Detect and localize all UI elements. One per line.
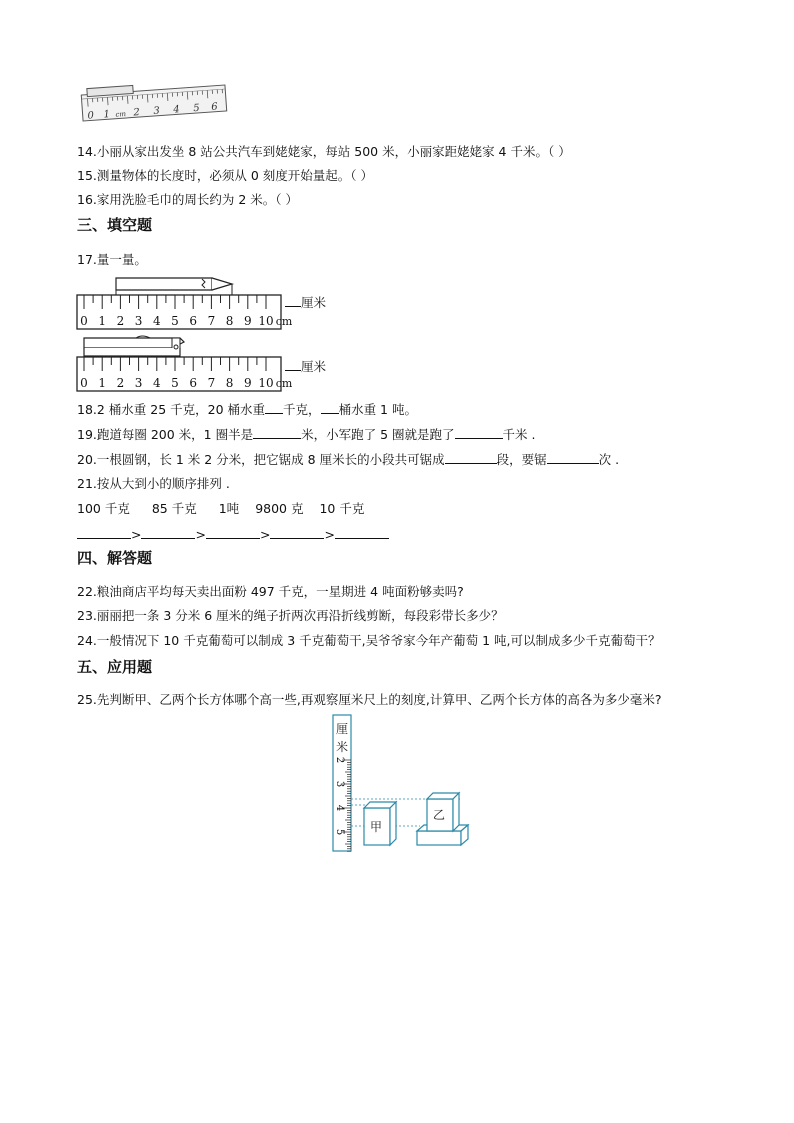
q21-blank[interactable] bbox=[141, 526, 195, 539]
greater-than-sign: > bbox=[131, 527, 142, 542]
unit-label: 厘米 bbox=[301, 295, 327, 310]
q20-text bbox=[77, 451, 619, 468]
q16-text: 16.家用洗脸毛巾的周长约为 2 米。（ ） bbox=[77, 192, 299, 207]
q25-figure bbox=[330, 713, 475, 855]
ruler-tick-label: 10 bbox=[258, 376, 274, 390]
ruler-tick-label: 0 bbox=[80, 376, 88, 390]
q21-items bbox=[77, 501, 364, 517]
q24-text: 24.一般情况下 10 千克葡萄可以制成 3 千克葡萄干,吴爷爷家今年产葡萄 1 吨,可以制成多少千克葡萄干？ bbox=[77, 633, 661, 648]
q21-item: 10 千克 bbox=[319, 501, 365, 516]
greater-than-sign: > bbox=[259, 527, 271, 542]
q18-part-b: 千克， bbox=[283, 402, 321, 417]
ruler-tick-label: cm bbox=[115, 109, 127, 119]
q21-item: 85 千克 bbox=[151, 501, 197, 516]
ruler-tick bbox=[207, 90, 208, 98]
ruler-tick-label: 6 bbox=[210, 101, 219, 114]
ruler-tick-label: 0 bbox=[80, 314, 88, 328]
ruler-tick-label: 6 bbox=[189, 314, 198, 328]
q20-part-b: 段，要锯 bbox=[496, 452, 547, 467]
ruler-tick bbox=[187, 92, 188, 100]
ruler-unit-label: cm bbox=[275, 315, 293, 328]
q21-blank[interactable] bbox=[206, 526, 260, 539]
greater-than-sign: > bbox=[195, 527, 206, 542]
ruler-tick-label: 3 bbox=[134, 376, 143, 390]
box-yi bbox=[427, 793, 459, 831]
ruler-tick-label: 4 bbox=[152, 376, 161, 390]
q19-blank-1[interactable] bbox=[253, 426, 301, 439]
ruler-tick-label: 5 bbox=[192, 102, 201, 115]
ruler-tick-label: 1 bbox=[98, 314, 107, 328]
ruler-tick bbox=[147, 94, 148, 102]
ruler-tick bbox=[88, 99, 89, 107]
ruler-tick-label: 3 bbox=[134, 314, 143, 328]
q21-item: 1吨 bbox=[218, 501, 240, 516]
ruler-tick-label: 5 bbox=[171, 314, 179, 328]
section5-heading: 五、应用题 bbox=[77, 658, 153, 676]
q14-text: 14.小丽从家出发坐 8 站公共汽车到姥姥家，每站 500 米，小丽家距姥姥家 4 千米。（ ） bbox=[77, 144, 571, 159]
ruler-2 bbox=[77, 357, 293, 391]
q20-blank-2[interactable] bbox=[547, 451, 599, 464]
box-yi-label: 乙 bbox=[433, 808, 446, 822]
ruler-tick-label: 2 bbox=[116, 376, 125, 390]
ruler-tick-label: 2 bbox=[116, 314, 125, 328]
box-jia bbox=[364, 802, 396, 845]
section4-heading: 四、解答题 bbox=[77, 549, 153, 567]
ruler-tick-label: 0 bbox=[87, 110, 95, 122]
ruler-unit-label: cm bbox=[275, 377, 293, 390]
q25-ruler-label-2: 米 bbox=[336, 740, 349, 754]
q19-text bbox=[77, 426, 535, 443]
q18-text bbox=[77, 401, 417, 418]
q21-blank[interactable] bbox=[335, 526, 389, 539]
q20-part-a: 20.一根圆钢，长 1 米 2 分米，把它锯成 8 厘米长的小段共可锯成 bbox=[77, 452, 445, 467]
q18-blank-1[interactable] bbox=[265, 401, 283, 414]
ruler-tick-label: 3 bbox=[153, 105, 161, 118]
q19-part-a: 19.跑道每圈 200 米，1 圈半是 bbox=[77, 427, 254, 442]
ruler-tick-label: 2 bbox=[133, 107, 141, 119]
ruler-tick-label: 8 bbox=[225, 314, 234, 328]
answer-blank[interactable] bbox=[285, 294, 301, 307]
ruler-tick bbox=[127, 96, 128, 104]
q19-part-c: 千米 . bbox=[502, 427, 536, 442]
ruler-tick-label: 10 bbox=[258, 314, 274, 328]
q20-blank-1[interactable] bbox=[445, 451, 497, 464]
q18-blank-2[interactable] bbox=[321, 401, 339, 414]
q21-answer-row bbox=[77, 526, 389, 543]
ruler-tick-label: 4 bbox=[334, 804, 345, 812]
ruler-tick bbox=[107, 97, 108, 105]
ruler-tick-label: 1 bbox=[98, 376, 107, 390]
q19-part-b: 米，小军跑了 5 圈就是跑了 bbox=[301, 427, 455, 442]
q21-text: 21.按从大到小的顺序排列 . bbox=[77, 476, 230, 491]
ruler-tick-label: 5 bbox=[171, 376, 179, 390]
pencil-icon bbox=[116, 278, 232, 295]
box-jia-label: 甲 bbox=[370, 820, 383, 834]
q13-ruler-figure bbox=[78, 78, 230, 128]
q21-item: 9800 克 bbox=[255, 501, 304, 516]
q15-text: 15.测量物体的长度时，必须从 0 刻度开始量起。（ ） bbox=[77, 168, 374, 183]
q17-answer-1[interactable] bbox=[285, 294, 326, 311]
q23-text: 23.丽丽把一条 3 分米 6 厘米的绳子折两次再沿折线剪断，每段彩带长多少？ bbox=[77, 608, 504, 623]
q17-knife-ruler bbox=[76, 334, 293, 392]
ruler-tick-label: 8 bbox=[225, 376, 234, 390]
ruler-tick-label: 3 bbox=[334, 780, 345, 788]
q18-part-c: 桶水重 1 吨。 bbox=[338, 402, 417, 417]
ruler-tick bbox=[167, 93, 168, 101]
answer-blank[interactable] bbox=[285, 358, 301, 371]
q21-item: 100 千克 bbox=[77, 501, 130, 516]
greater-than-sign: > bbox=[324, 527, 335, 542]
q17-pencil-ruler bbox=[76, 268, 293, 332]
q21-blank[interactable] bbox=[77, 526, 131, 539]
ruler-1 bbox=[77, 295, 293, 329]
ruler-tick-label: 7 bbox=[207, 314, 216, 328]
ruler-tick-label: 4 bbox=[172, 104, 181, 116]
q22-text: 22.粮油商店平均每天卖出面粉 497 千克，一星期进 4 吨面粉够卖吗? bbox=[77, 584, 464, 599]
ruler-tick-label: 5 bbox=[334, 828, 345, 836]
section3-heading: 三、填空题 bbox=[77, 216, 153, 234]
q17-answer-2[interactable] bbox=[285, 358, 326, 375]
q20-part-c: 次 . bbox=[598, 452, 620, 467]
ruler-tick-label: 2 bbox=[334, 756, 345, 764]
q19-blank-2[interactable] bbox=[455, 426, 503, 439]
q17-text: 17.量一量。 bbox=[77, 252, 147, 267]
ruler-tick-label: 4 bbox=[152, 314, 161, 328]
ruler-tick-label: 1 bbox=[103, 109, 111, 121]
unit-label: 厘米 bbox=[301, 359, 327, 374]
q21-blank[interactable] bbox=[270, 526, 324, 539]
ruler-tick-label: 9 bbox=[243, 314, 252, 328]
ruler-tick-label: 9 bbox=[243, 376, 252, 390]
ruler-tick-label: 6 bbox=[189, 376, 198, 390]
q25-ruler-label-1: 厘 bbox=[336, 722, 349, 736]
ruler-tick-label: 7 bbox=[207, 376, 216, 390]
q25-text: 25.先判断甲、乙两个长方体哪个高一些,再观察厘米尺上的刻度,计算甲、乙两个长方体的高各为多少毫米? bbox=[77, 692, 662, 707]
q18-part-a: 18.2 桶水重 25 千克，20 桶水重 bbox=[77, 402, 266, 417]
